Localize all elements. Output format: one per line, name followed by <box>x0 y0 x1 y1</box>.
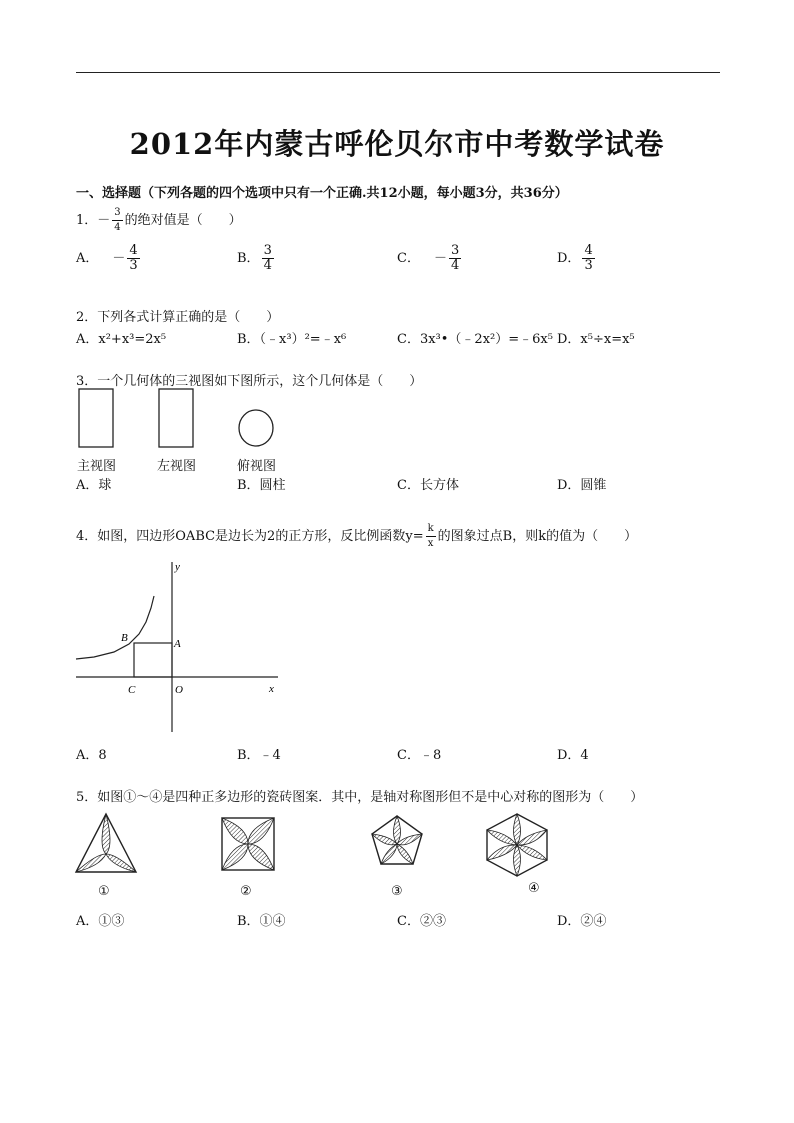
q4-func-fraction <box>426 522 436 551</box>
frac-num: 4 <box>129 243 138 258</box>
figure-label-1: ① <box>98 884 110 899</box>
q1-option-c[interactable] <box>397 244 463 273</box>
label-c: C <box>128 684 136 696</box>
q1-option-a[interactable] <box>76 244 142 273</box>
q2-option-d[interactable]: D．x⁵÷x=x⁵ <box>557 332 635 347</box>
label-a: A <box>174 638 181 650</box>
front-view-rect <box>79 389 113 447</box>
q5-option-d[interactable]: D．②④ <box>557 914 607 929</box>
q5-stem: 5．如图①～④是四种正多边形的瓷砖图案．其中，是轴对称图形但不是中心对称的图形为（ ） <box>76 790 644 805</box>
q4-stem-a: 4．如图，四边形OABC是边长为2的正方形，反比例函数 <box>76 529 406 544</box>
label-o: O <box>175 684 183 696</box>
front-view-label: 主视图 <box>77 459 117 474</box>
frac-num: 3 <box>450 243 460 258</box>
option-sign: － <box>112 251 126 266</box>
q4-stem <box>76 522 637 551</box>
q4-option-b[interactable]: B．﹣4 <box>237 748 281 763</box>
q5-option-b[interactable]: B．①④ <box>237 914 286 929</box>
q5-option-c[interactable]: C．②③ <box>397 914 446 929</box>
q1-prefix: 1．－ <box>76 213 111 228</box>
q5-tile-figures <box>74 810 574 880</box>
section-heading: 一、选择题（下列各题的四个选项中只有一个正确.共12小题，每小题3分，共36分） <box>76 186 568 201</box>
option-fraction <box>582 244 594 273</box>
top-view-label: 俯视图 <box>237 459 277 474</box>
q2-option-b[interactable]: B．（﹣x³）²=﹣x⁶ <box>237 332 347 347</box>
tile-pentagon <box>372 816 422 864</box>
frac-den: 3 <box>129 258 138 273</box>
q3-stem: 3．一个几何体的三视图如下图所示，这个几何体是（ ） <box>76 374 423 389</box>
frac-den: 4 <box>450 258 460 273</box>
label-b: B <box>121 632 128 644</box>
tile-triangle <box>76 814 136 872</box>
option-fraction <box>449 244 461 273</box>
q4-func-lhs: y= <box>405 529 424 544</box>
option-fraction <box>262 244 274 273</box>
q4-graph <box>74 556 284 736</box>
tile-square <box>222 818 274 870</box>
option-sign: － <box>433 251 447 266</box>
figure-label-3: ③ <box>391 884 403 899</box>
q3-option-c[interactable]: C．长方体 <box>397 478 459 493</box>
tile-hexagon <box>487 814 547 876</box>
side-view-rect <box>159 389 193 447</box>
q1-suffix: 的绝对值是（ ） <box>124 213 242 228</box>
frac-num: 3 <box>263 243 272 258</box>
q1-frac-num: 3 <box>112 206 122 221</box>
q1-option-d[interactable] <box>557 244 597 273</box>
q2-option-a[interactable]: A．x²+x³=2x⁵ <box>76 332 167 347</box>
top-view-circle <box>239 410 273 446</box>
q3-option-a[interactable]: A．球 <box>76 478 112 493</box>
side-view-label: 左视图 <box>157 459 197 474</box>
q4-stem-b: 的图象过点B，则k的值为（ ） <box>437 529 638 544</box>
q1-option-b[interactable] <box>237 244 276 273</box>
q3-three-views-figure <box>76 386 286 448</box>
label-y: y <box>175 561 180 573</box>
page-title: 2012年内蒙古呼伦贝尔市中考数学试卷 <box>129 127 665 161</box>
q3-option-d[interactable]: D．圆锥 <box>557 478 607 493</box>
q3-option-b[interactable]: B．圆柱 <box>237 478 286 493</box>
q4-func-den: x <box>427 538 434 549</box>
q5-option-a[interactable]: A．①③ <box>76 914 125 929</box>
option-letter: C． <box>397 251 420 266</box>
header-rule <box>76 72 720 73</box>
q2-option-c[interactable]: C．3x³•（﹣2x²）=﹣6x⁵ <box>397 332 553 347</box>
q4-func-num: k <box>426 522 436 537</box>
figure-label-2: ② <box>240 884 252 899</box>
q1-frac-den: 4 <box>114 222 121 233</box>
option-letter: A． <box>76 251 99 266</box>
q4-option-d[interactable]: D．4 <box>557 748 589 763</box>
frac-den: 3 <box>584 258 593 273</box>
hyperbola-curve <box>76 596 154 659</box>
q1-stem <box>76 206 242 235</box>
option-letter: B． <box>237 251 260 266</box>
frac-num: 4 <box>584 243 593 258</box>
square-oabc <box>134 643 172 677</box>
q2-stem: 2．下列各式计算正确的是（ ） <box>76 310 280 325</box>
figure-label-4: ④ <box>528 881 540 896</box>
frac-den: 4 <box>263 258 272 273</box>
q1-fraction <box>112 206 122 235</box>
option-fraction <box>127 244 139 273</box>
q4-option-c[interactable]: C．﹣8 <box>397 748 442 763</box>
option-letter: D． <box>557 251 581 266</box>
label-x: x <box>269 683 274 695</box>
q4-option-a[interactable]: A．8 <box>76 748 107 763</box>
